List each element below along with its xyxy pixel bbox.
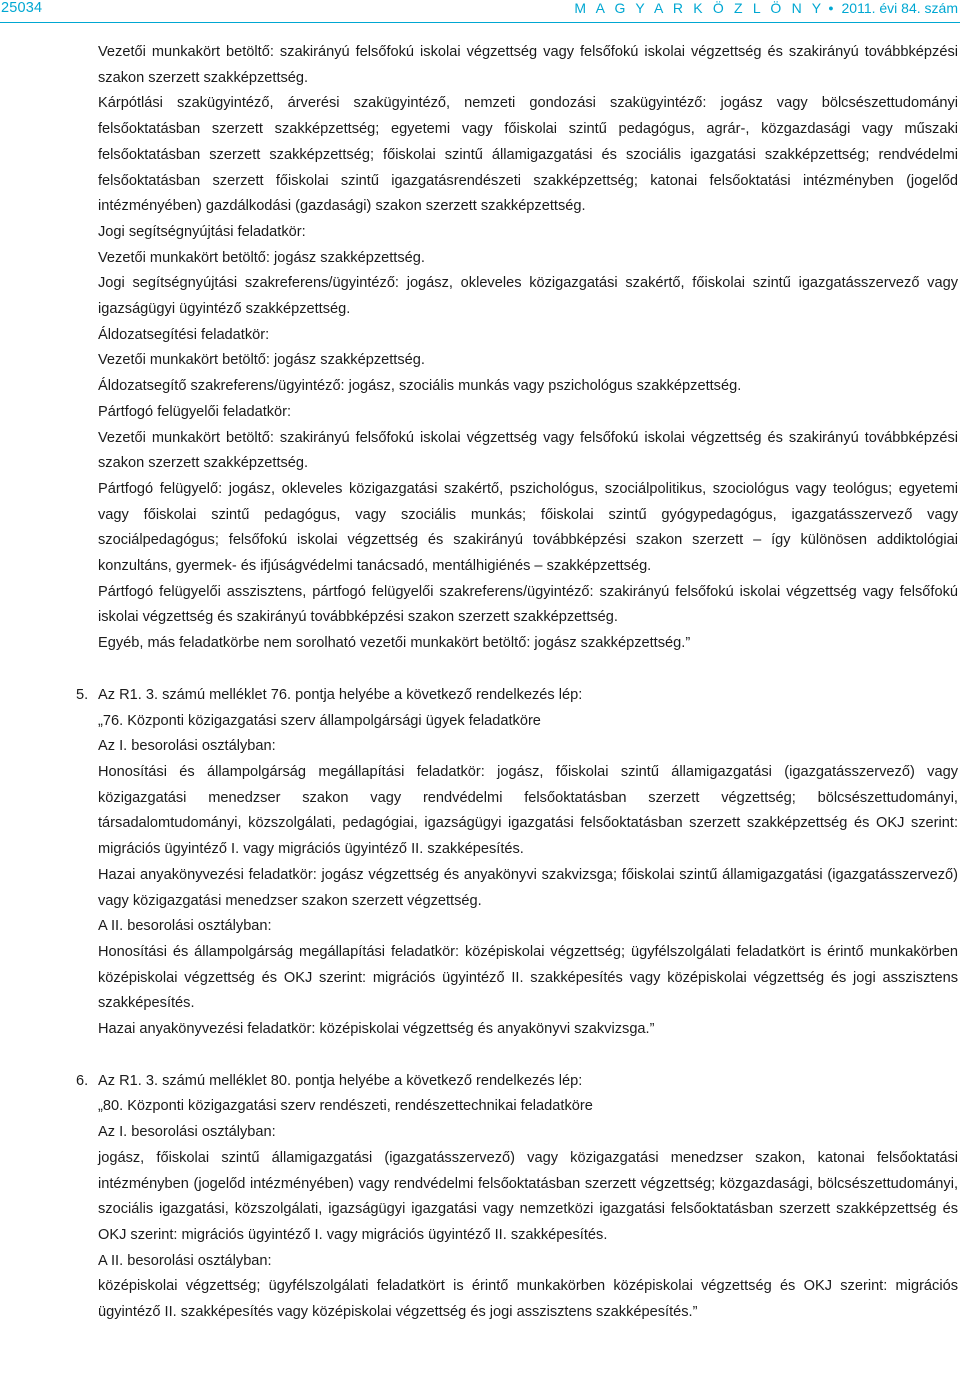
paragraph: Hazai anyakönyvezési feladatkör: középiskolai végzettség és anyakönyvi szakvizsga.” <box>98 1021 655 1038</box>
section-heading: Pártfogó felügyelői feladatkör: <box>98 403 292 420</box>
numbered-item-6 <box>0 1069 960 1326</box>
header-rule <box>0 22 960 23</box>
document-body <box>0 40 960 1326</box>
paragraph: Vezetői munkakört betöltő: jogász szakképzettség. <box>98 249 425 266</box>
paragraph: Hazai anyakönyvezési feladatkör: jogász végzettség és anyakönyvi szakvizsga; főiskolai szintű államigazgatási (igazgatásszervező) vagy közigazgatási menedzser szakon szerzett végzettség. <box>98 866 958 909</box>
paragraph: Kárpótlási szakügyintéző, árverési szakügyintéző, nemzeti gondozási szakügyintéző: jogász vagy bölcsészettudományi felsőoktatásban szerzett szakképzettség; egyetemi vagy főiskolai szintű pedagógus, agrár-, közgazdasági vagy műszaki felsőoktatásban szerzett szakképzettség; főiskolai szintű államigazgatási és szociális igazgatási szakképzettség; rendvédelmi felsőoktatásban szerzett főiskolai szintű igazgatásrendészeti szakképzettség; katonai felsőoktatási intézményben (jogelőd intézményében) gazdálkodási (gazdasági) szakon szerzett szakképzettség. <box>98 95 958 215</box>
paragraph: Pártfogó felügyelő: jogász, okleveles közigazgatási szakértő, pszichológus, szociálpolitikus, szociológus vagy teológus; egyetemi vagy főiskolai szintű pedagógus, vagy szociális munkás; főiskolai szintű gyógypedagógus, igazgatásszervező vagy szociálpedagógus; felsőfokú iskolai végzettség és szakirányú továbbképzési szakon szerzett – így különösen addiktológiai konzultáns, gyermek- és ifjúságvédelmi tanácsadó, mentálhigiénés – szakképzettség. <box>98 480 958 575</box>
paragraph: Vezetői munkakört betöltő: szakirányú felsőfokú iskolai végzettség vagy felsőfokú iskolai végzettség és szakirányú továbbképzési szakon szerzett szakképzettség. <box>98 44 958 86</box>
issue-label: 2011. évi 84. szám <box>841 0 958 16</box>
item-title: „80. Központi közigazgatási szerv rendészeti, rendészettechnikai feladatköre <box>98 1098 593 1115</box>
paragraph: Jogi segítségnyújtási szakreferens/ügyintéző: jogász, okleveles közigazgatási szakértő, főiskolai szintű igazgatásszervező vagy igazságügyi ügyintéző szakképzettség. <box>98 275 958 318</box>
item-intro: Az R1. 3. számú melléklet 80. pontja helyébe a következő rendelkezés lép: <box>98 1072 583 1089</box>
spacer <box>0 1043 960 1069</box>
paragraph: Honosítási és állampolgárság megállapítási feladatkör: középiskolai végzettség; ügyfélszolgálati feladatkört is érintő munkakörben középiskolai végzettség és OKJ szerint: migrációs ügyintéző II. szakképesítés vagy középiskolai végzettség és jogi asszisztens szakképesítés. <box>98 943 958 1012</box>
numbered-item-5 <box>0 683 960 1043</box>
paragraph: Pártfogó felügyelői asszisztens, pártfogó felügyelői szakreferens/ügyintéző: szakirányú felsőfokú iskolai végzettség vagy felsőfokú iskolai végzettség és szakirányú továbbképzési szakon szerzett szakképzettség. <box>98 583 958 626</box>
page-number: 25034 <box>1 0 43 16</box>
item-number: 6. <box>76 1072 89 1089</box>
section-heading: Az I. besorolási osztályban: <box>98 738 276 755</box>
item-number: 5. <box>76 686 89 703</box>
item-title: „76. Központi közigazgatási szerv állampolgársági ügyek feladatköre <box>98 712 541 729</box>
section-heading: A II. besorolási osztályban: <box>98 1252 272 1269</box>
paragraph: Honosítási és állampolgárság megállapítási feladatkör: jogász, főiskolai szintű államigazgatási (igazgatásszervező) vagy közigazgatási menedzser szakon vagy rendvédelmi felsőoktatásban szerzett végzettség; bölcsészettudományi, társadalomtudományi, közszolgálati, pedagógiai, igazságügyi igazgatási felsőoktatásban szerzett szakképzettség és OKJ szerint: migrációs ügyintéző I. vagy migrációs ügyintéző II. szakképesítés. <box>98 763 958 858</box>
paragraph: Áldozatsegítő szakreferens/ügyintéző: jogász, szociális munkás vagy pszichológus szakképzettség. <box>98 378 742 395</box>
section-heading: Áldozatsegítési feladatkör: <box>98 326 270 343</box>
paragraph: középiskolai végzettség; ügyfélszolgálati feladatkört is érintő munkakörben középiskolai végzettség és OKJ szerint: migrációs ügyintéző II. szakképesítés vagy középiskolai végzettség és jogi asszisztens szakképesítés.” <box>98 1278 958 1321</box>
paragraph: Vezetői munkakört betöltő: jogász szakképzettség. <box>98 352 425 369</box>
paragraph: Vezetői munkakört betöltő: szakirányú felsőfokú iskolai végzettség vagy felsőfokú iskolai végzettség és szakirányú továbbképzési szakon szerzett szakképzettség. <box>98 429 958 472</box>
item-intro: Az R1. 3. számú melléklet 76. pontja helyébe a következő rendelkezés lép: <box>98 686 583 703</box>
section-heading: A II. besorolási osztályban: <box>98 918 272 935</box>
section-heading: Az I. besorolási osztályban: <box>98 1124 276 1141</box>
spacer <box>0 657 960 683</box>
section-heading: Jogi segítségnyújtási feladatkör: <box>98 223 306 240</box>
paragraph: Egyéb, más feladatkörbe nem sorolható vezetői munkakört betöltő: jogász szakképzettség.” <box>98 635 691 652</box>
bullet-icon: ● <box>828 3 834 13</box>
page-header <box>0 0 960 24</box>
journal-name: M A G Y A R K Ö Z L Ö N Y <box>574 0 825 16</box>
journal-title <box>574 0 958 16</box>
paragraph: jogász, főiskolai szintű államigazgatási (igazgatásszervező) vagy közigazgatási menedzser szakon, katonai felsőoktatási intézményben (jogelőd intézményében) vagy rendvédelmi felsőoktatásban szerzett végzettség; közgazdasági, bölcsészettudományi, szociális igazgatási, közszolgálati, igazságügyi igazgatási vagy nemzetközi igazgatási felsőoktatásban szerzett szakképzettség és OKJ szerint: migrációs ügyintéző I. vagy migrációs ügyintéző II. szakképesítés. <box>98 1149 958 1243</box>
